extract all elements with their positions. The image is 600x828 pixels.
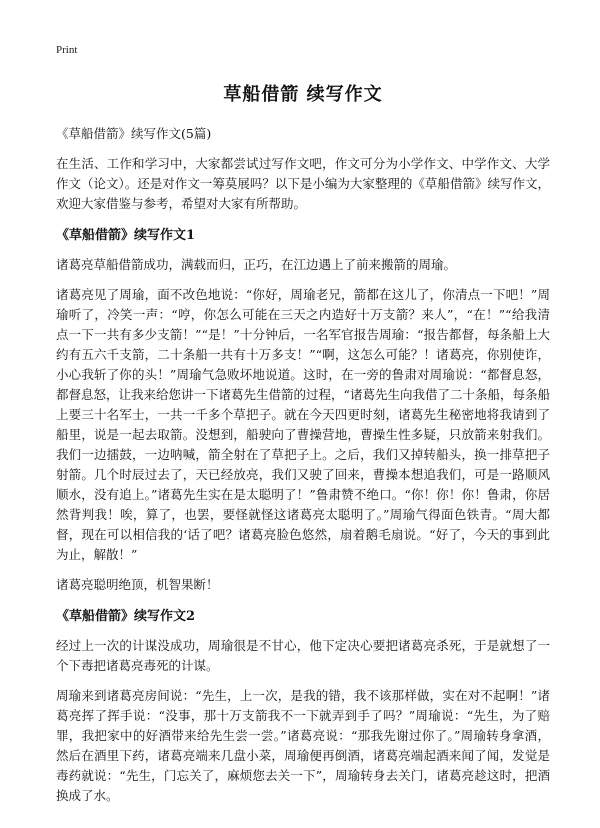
print-link[interactable]: Print: [56, 44, 78, 56]
intro-paragraph: 在生活、工作和学习中，大家都尝试过写作文吧，作文可分为小学作文、中学作文、大学作文（论文）。还是对作文一筹莫展吗？以下是小编为大家整理的《草船借箭》续写作文，欢迎大家借鉴与参考，希望对大家有所帮助。: [56, 156, 550, 211]
document-title: 草船借箭 续写作文: [223, 84, 383, 105]
section-1: [56, 224, 550, 595]
section-heading: 《草船借箭》续写作文2: [56, 609, 196, 624]
section-paragraph: 周瑜来到诸葛亮房间说：“先生，上一次，是我的错，我不该那样做，实在对不起啊！”诸葛亮挥了挥手说：“没事，那十万支箭我不一下就弄到手了吗？”周瑜说：“先生，为了赔罪，我把家中的好酒带来给先生尝一尝。”诸葛亮说：“那我先谢过你了。”周瑜转身拿酒，然后在酒里下药，诸葛亮端来几盘小菜，周瑜便再倒酒，诸葛亮端起酒来闻了闻，发觉是毒药就说：“先生，门忘关了，麻烦您去关一下”，周瑜转身去关门，诸葛亮趁这时，把酒换成了水。: [56, 688, 550, 803]
section-paragraph: 诸葛亮聪明绝顶，机智果断！: [56, 577, 219, 592]
section-paragraph: 诸葛亮见了周瑜，面不改色地说：“你好，周瑜老兄，箭都在这儿了，你清点一下吧！”周瑜听了，冷笑一声：“哼，你怎么可能在三天之内造好十万支箭？来人”，“在！”“给我清点一下一共有多少支箭！”“是！”十分钟后，一名军官报告周瑜：“报告都督，每条船上大约有五六千支箭，二十条船一共有十万多支！”“啊，这怎么可能？！诸葛亮，你别使诈，小心我斩了你的头！”周瑜气急败坏地说道。这时，在一旁的鲁肃对周瑜说：“都督息怒，都督息怒，让我来给您讲一下诸葛先生借箭的过程，“诸葛先生向我借了二十条船，每条船上要三十名军士，一共一千多个草把子。就在今天四更时刻，诸葛先生秘密地将我请到了船里，说是一起去取箭。没想到，船驶向了曹操营地，曹操生性多疑，只放箭来射我们。我们一边擂鼓，一边呐喊，箭全射在了草把子上。之后，我们又掉转船头，换一排草把子射箭。几个时辰过去了，天已经放亮，我们又驶了回来，曹操本想追我们，可是一路顺风顺水，没有追上。”诸葛先生实在是太聪明了！”鲁肃赞不绝口。“你！你！你！鲁肃，你居然背判我！唉，算了，也罢，要怪就怪这诸葛亮太聪明了。”周瑜气得面色铁青。“周大都督，现在可以相信我的‘话了吧？诸葛亮脸色悠然，扇着鹅毛扇说。“好了，今天的事到此为止，解散！”: [56, 287, 550, 562]
section-paragraph: 经过上一次的计谋没成功，周瑜很是不甘心，他下定决心要把诸葛亮杀死，于是就想了一个下毒把诸葛亮毒死的计谋。: [56, 638, 550, 673]
section-2: [56, 605, 550, 806]
section-heading: 《草船借箭》续写作文1: [56, 228, 196, 243]
section-paragraph: 诸葛亮草船借箭成功，满载而归，正巧，在江边遇上了前来搬箭的周瑜。: [56, 257, 457, 272]
document-subtitle: 《草船借箭》续写作文(5篇): [56, 126, 212, 141]
